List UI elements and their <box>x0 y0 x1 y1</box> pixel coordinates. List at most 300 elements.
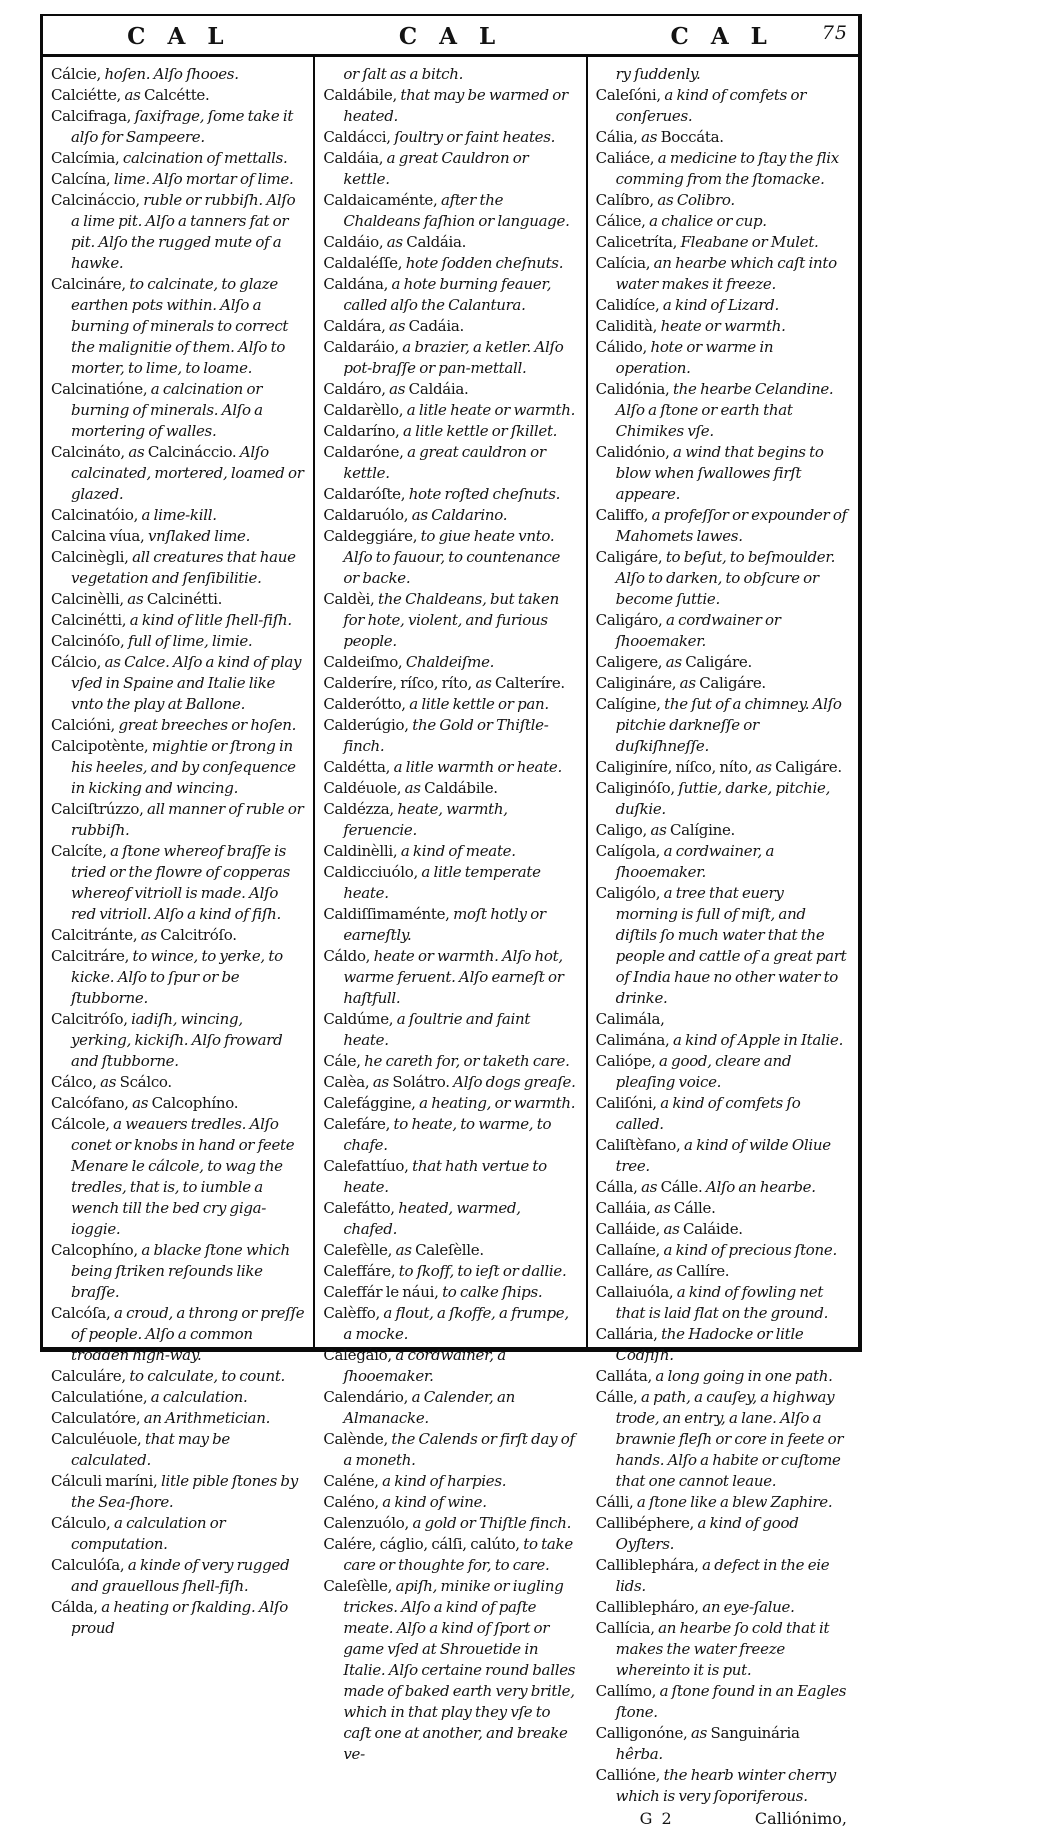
entry-headword: Calícia, <box>595 254 654 272</box>
dictionary-entry <box>596 337 849 379</box>
entry-definition: as Colibro. <box>657 191 735 209</box>
dictionary-entry <box>596 442 849 505</box>
entry-definition: heated, warmed, chafed. <box>343 1199 521 1238</box>
entry-definition: a cordwainer or ſhooemaker. <box>615 611 781 650</box>
entry-definition: a kind of wine. <box>382 1493 487 1511</box>
dictionary-entry <box>51 1513 304 1555</box>
cross-reference: Sanguinária <box>710 1724 800 1742</box>
dictionary-entry <box>596 1282 849 1324</box>
entry-definition: as Caldarino. <box>411 506 508 524</box>
cross-reference: Boccáta. <box>660 128 724 146</box>
dictionary-entry <box>596 85 849 127</box>
entry-definition: to heate, to warme, to chafe. <box>343 1115 552 1154</box>
dictionary-entry <box>323 841 576 862</box>
dictionary-entry <box>51 148 304 169</box>
cross-reference: Solátro. <box>392 1073 450 1091</box>
entry-headword: Calcina víua, <box>51 527 148 545</box>
entry-headword: Calèa, <box>323 1073 373 1091</box>
entry-headword: Caliſtèfano, <box>595 1136 684 1154</box>
entry-definition: hote roſted cheſnuts. <box>408 485 561 503</box>
entry-definition: as Calcináccio. Alſo calcinated, mortered, loamed or glazed. <box>71 443 304 503</box>
entry-headword: Caléne, <box>323 1472 383 1490</box>
dictionary-entry <box>323 1093 576 1114</box>
dictionary-entry <box>323 1240 576 1261</box>
dictionary-entry <box>323 673 576 694</box>
dictionary-entry <box>323 757 576 778</box>
entry-headword: Calcíte, <box>51 842 111 860</box>
entry-headword: Calèffo, <box>323 1304 384 1322</box>
entry-definition: hoſen. Alſo ſhooes. <box>104 65 239 83</box>
dictionary-entry <box>323 799 576 841</box>
dictionary-entry <box>596 694 849 757</box>
dictionary-entry <box>323 421 576 442</box>
entry-definition: a brazier, a ketler. Alſo pot-braſſe or pan-mettall. <box>343 338 564 377</box>
dictionary-entry <box>51 1429 304 1471</box>
entry-definition: a litle heate or warmth. <box>406 401 576 419</box>
entry-headword: Calcinétti, <box>51 611 130 629</box>
dictionary-entry <box>51 925 304 946</box>
entry-definition: a kind of comfets ſo called. <box>615 1094 801 1133</box>
entry-definition: a kind of meate. <box>400 842 516 860</box>
entry-definition: Fleabane or Mulet. <box>680 233 819 251</box>
entry-definition: a ſtone whereof braſſe is tried or the flowre of copperas whereof vitrioll is made. Alſo red vitrioll. Alſo a kind of fiſh. <box>71 842 290 923</box>
entry-definition: that may be warmed or heated. <box>343 86 568 125</box>
dictionary-entry <box>596 757 849 778</box>
entry-definition: a cordwainer, a ſhooemaker. <box>615 842 775 881</box>
dictionary-entry <box>51 1387 304 1408</box>
dictionary-entry <box>596 316 849 337</box>
entry-headword: Calidità, <box>595 317 661 335</box>
entry-headword: Calcinatióne, <box>51 380 151 398</box>
entry-definition: a ſtone found in an Eagles ſtone. <box>615 1682 847 1721</box>
dictionary-entry <box>51 274 304 379</box>
entry-definition: as Callíre. <box>656 1262 730 1280</box>
entry-definition: a kind of Apple in Italie. <box>672 1031 844 1049</box>
entry-headword: Calcímia, <box>51 149 123 167</box>
entry-definition: as Caldáia. <box>386 233 467 251</box>
dictionary-entry <box>596 1261 849 1282</box>
entry-headword: Calidónio, <box>595 443 674 461</box>
entry-definition: a kind of precious ſtone. <box>663 1241 837 1259</box>
entry-headword: Calegáio, <box>323 1346 396 1364</box>
cross-reference: Callíre. <box>676 1262 730 1280</box>
entry-definition: all manner of ruble or rubbiſh. <box>71 800 304 839</box>
entry-definition: calcination of mettalls. <box>122 149 288 167</box>
dictionary-entry <box>596 1177 849 1198</box>
cross-reference: Calcétte. <box>143 86 210 104</box>
entry-definition: a kind of good Oyſters. <box>615 1514 799 1553</box>
entry-headword: Calefáre, <box>323 1115 394 1133</box>
dictionary-entry <box>323 1114 576 1156</box>
entry-headword: Calcóſa, <box>51 1304 114 1322</box>
dictionary-entry <box>323 778 576 799</box>
entry-definition: as Scálco. <box>100 1073 172 1091</box>
entry-headword: Calcinatóio, <box>51 506 142 524</box>
entry-definition: as Cálle. Alſo an hearbe. <box>641 1178 816 1196</box>
entry-headword: Calderótto, <box>323 695 410 713</box>
entry-headword: Caldáro, <box>323 380 390 398</box>
dictionary-entry <box>51 547 304 589</box>
entry-definition: a great Cauldron or kettle. <box>343 149 529 188</box>
entry-headword: Calcifraga, <box>51 107 135 125</box>
dictionary-entry <box>596 232 849 253</box>
dictionary-entry <box>323 1387 576 1429</box>
entry-definition: mightie or ſtrong in his heeles, and by conſequence in kicking and wincing. <box>71 737 296 797</box>
dictionary-entry <box>596 1723 849 1765</box>
cross-reference: Caláide. <box>682 1220 743 1238</box>
entry-definition: a long going in one path. <box>655 1367 833 1385</box>
page-header <box>43 16 858 57</box>
entry-definition: a medicine to ſtay the flix comming from the ſtomacke. <box>615 149 839 188</box>
entry-definition: a ſoultrie and faint heate. <box>343 1010 531 1049</box>
entry-headword: Caleffár le náui, <box>323 1283 443 1301</box>
entry-headword: Calligonóne, <box>595 1724 691 1742</box>
dictionary-entry <box>596 295 849 316</box>
dictionary-entry <box>51 1240 304 1303</box>
entry-headword: Caldaráio, <box>323 338 403 356</box>
entry-definition: a kind of harpies. <box>382 1472 507 1490</box>
entry-headword: Calére, cáglio, cálſi, calúto, <box>323 1535 524 1553</box>
dictionary-entry <box>51 1555 304 1597</box>
entry-headword: Calidíce, <box>595 296 663 314</box>
entry-definition: a chalice or cup. <box>649 212 767 230</box>
entry-headword: Callária, <box>595 1325 662 1343</box>
entry-definition: a hote burning feauer, called alſo the Calantura. <box>343 275 552 314</box>
entry-headword: Callaiuóla, <box>595 1283 677 1301</box>
dictionary-entry <box>323 1198 576 1240</box>
dictionary-entry <box>51 1366 304 1387</box>
dictionary-entry <box>323 946 576 1009</box>
entry-definition: a litle kettle or pan. <box>409 695 549 713</box>
entry-definition: apiſh, minike or iugling trickes. Alſo a kind of paſte meate. Alſo a kind of ſport or game vſed at Shrouetide in Italie. Alſo certaine round balles made of baked earth very britle, which in that play they vſe to caſt one at another, and breake ve- <box>343 1577 576 1763</box>
dictionary-entry <box>596 253 849 295</box>
gathering-signature: G 2 <box>639 1809 674 1828</box>
entry-headword: Calcófano, <box>51 1094 133 1112</box>
text-columns <box>43 57 858 1828</box>
entry-definition: as Calcinétti. <box>127 590 223 608</box>
entry-headword: Caldára, <box>323 317 390 335</box>
dictionary-entry <box>51 85 304 106</box>
entry-definition: ruble or rubbiſh. Alſo a lime pit. Alſo a tanners fat or pit. Alſo the rugged mute of a hawke. <box>71 191 296 272</box>
entry-definition: as Solátro. Alſo dogs greaſe. <box>372 1073 576 1091</box>
entry-definition: as Calteríre. <box>475 674 565 692</box>
entry-definition: as Caligáre. <box>679 674 766 692</box>
dictionary-entry <box>596 1324 849 1366</box>
entry-definition: a lime-kill. <box>141 506 217 524</box>
entry-headword: Caléno, <box>323 1493 383 1511</box>
dictionary-entry <box>596 1492 849 1513</box>
dictionary-entry <box>323 1282 576 1303</box>
entry-definition: a cordwainer, a ſhooemaker. <box>343 1346 506 1385</box>
entry-definition: a wind that begins to blow when ſwallowes firſt appeare. <box>615 443 824 503</box>
dictionary-entry <box>596 1240 849 1261</box>
entry-definition: heate or warmth. <box>660 317 786 335</box>
entry-definition: the Chaldeans, but taken for hote, violent, and furious people. <box>343 590 559 650</box>
dictionary-entry <box>596 1198 849 1219</box>
dictionary-entry <box>51 1072 304 1093</box>
entry-headword: Callímo, <box>595 1682 660 1700</box>
entry-headword: Calliblepháro, <box>595 1598 703 1616</box>
dictionary-entry <box>323 127 576 148</box>
entry-definition: an eye-ſalue. <box>702 1598 795 1616</box>
dictionary-entry <box>596 190 849 211</box>
running-title-right: C A L <box>670 22 774 50</box>
dictionary-entry <box>596 1030 849 1051</box>
entry-headword: Caldáia, <box>323 149 387 167</box>
dictionary-entry <box>323 400 576 421</box>
entry-definition: the Hadocke or litle Codfiſh. <box>615 1325 804 1364</box>
entry-definition: an hearbe ſo cold that it makes the water freeze whereinto it is put. <box>615 1619 830 1679</box>
entry-headword: Calculáre, <box>51 1367 130 1385</box>
dictionary-entry <box>323 1009 576 1051</box>
entry-definition: he careth for, or taketh care. <box>364 1052 570 1070</box>
entry-headword: Callícia, <box>595 1619 659 1637</box>
entry-headword: Calcinèlli, <box>51 590 128 608</box>
entry-headword: Calidónia, <box>595 380 673 398</box>
dictionary-entry <box>596 127 849 148</box>
entry-definition: a croud, a throng or preſſe of people. Alſo a common trodden high-way. <box>71 1304 305 1364</box>
entry-headword: Calciſtrúzzo, <box>51 800 147 818</box>
entry-headword: Caldaruólo, <box>323 506 412 524</box>
entry-definition: as Calce. Alſo a kind of play vſed in Spaine and Italie like vnto the play at Ballone. <box>71 653 302 713</box>
cross-reference: Caldáia. <box>408 380 469 398</box>
entry-definition: the Calends or firſt day of a moneth. <box>343 1430 575 1469</box>
dictionary-entry <box>323 1345 576 1387</box>
entry-definition: to calculate, to count. <box>129 1367 286 1385</box>
entry-definition: full of lime, limie. <box>127 632 253 650</box>
entry-definition: a path, a cauſey, a highway trode, an entry, a lane. Alſo a brawnie fleſh or core in feete or hands. Alſo a habite or cuſtome that one cannot leaue. <box>615 1388 844 1490</box>
cross-reference: Calteríre. <box>494 674 565 692</box>
dictionary-entry <box>596 652 849 673</box>
entry-definition: heate or warmth. Alſo hot, warme feruent. Alſo earneſt or haſtfull. <box>343 947 564 1007</box>
entry-headword: Callibéphere, <box>595 1514 698 1532</box>
entry-definition: the hearb winter cherry which is very ſoporiferous. <box>615 1766 836 1805</box>
dictionary-entry <box>596 1387 849 1492</box>
entry-headword: Cálculo, <box>51 1514 114 1532</box>
cross-reference: Cálle. <box>660 1178 703 1196</box>
entry-headword: Cálculi maríni, <box>51 1472 161 1490</box>
dictionary-entry <box>323 904 576 946</box>
cross-reference: Calcináccio. <box>147 443 237 461</box>
entry-headword: Caldétta, <box>323 758 394 776</box>
entry-definition: a profeſſor or expounder of Mahomets lawes. <box>615 506 847 545</box>
dictionary-entry <box>596 1555 849 1597</box>
dictionary-entry <box>51 64 304 85</box>
entry-headword: Callióne, <box>595 1766 664 1784</box>
dictionary-entry <box>51 1597 304 1639</box>
dictionary-entry <box>596 1366 849 1387</box>
entry-definition: a kind of Lizard. <box>662 296 779 314</box>
entry-headword: Calefággine, <box>323 1094 420 1112</box>
dictionary-entry <box>323 1492 576 1513</box>
entry-headword: Calcináccio, <box>51 191 144 209</box>
running-title-center: C A L <box>398 22 503 50</box>
entry-headword: Calènde, <box>323 1430 392 1448</box>
entry-headword: Calláre, <box>595 1262 657 1280</box>
dictionary-entry <box>596 1618 849 1681</box>
dictionary-entry <box>51 1009 304 1072</box>
entry-headword: Cálice, <box>595 212 650 230</box>
cross-reference: Caligáre. <box>775 758 842 776</box>
entry-definition: lime. Alſo mortar of lime. <box>113 170 294 188</box>
dictionary-entry <box>51 190 304 274</box>
entry-headword: Caldána, <box>323 275 392 293</box>
dictionary-entry <box>596 1765 849 1807</box>
entry-headword: Caldiſſimaménte, <box>323 905 454 923</box>
dictionary-entry <box>323 1072 576 1093</box>
entry-headword: Caldaróne, <box>323 443 408 461</box>
entry-headword: Caliginíre, níſco, níto, <box>595 758 756 776</box>
entry-definition: as Calcitróſo. <box>140 926 237 944</box>
entry-definition: the ſut of a chimney. Alſo pitchie darkneſſe or duſkiſhneſſe. <box>615 695 842 755</box>
dictionary-entry <box>323 316 576 337</box>
dictionary-entry <box>51 631 304 652</box>
entry-definition: as Caleſèlle. <box>395 1241 484 1259</box>
entry-definition: moſt hotly or earneſtly. <box>343 905 546 944</box>
entry-definition: to wince, to yerke, to kicke. Alſo to ſpur or be ſtubborne. <box>71 947 283 1007</box>
entry-headword: Calenzuólo, <box>323 1514 413 1532</box>
page-foot-row <box>596 1809 849 1828</box>
entry-definition: a gold or Thiſtle finch. <box>412 1514 572 1532</box>
entry-definition: a good, cleare and pleaſing voice. <box>615 1052 792 1091</box>
dictionary-entry <box>323 1534 576 1576</box>
entry-definition: a heating or ſkalding. Alſo proud <box>71 1598 288 1637</box>
dictionary-entry <box>51 1114 304 1240</box>
entry-headword: Caldeggiáre, <box>323 527 421 545</box>
dictionary-entry <box>323 505 576 526</box>
entry-headword: Cálla, <box>595 1178 642 1196</box>
cross-reference: Caldábile. <box>424 779 498 797</box>
dictionary-entry <box>51 652 304 715</box>
entry-headword: Caldácci, <box>323 128 395 146</box>
entry-headword: Calígola, <box>595 842 664 860</box>
entry-definition: a litle kettle or ſkillet. <box>403 422 558 440</box>
dictionary-entry <box>596 211 849 232</box>
entry-headword: Calendário, <box>323 1388 412 1406</box>
entry-definition: a kind of comfets or conſerues. <box>615 86 807 125</box>
entry-headword: Calcitróſo, <box>51 1010 132 1028</box>
dictionary-entry <box>323 1051 576 1072</box>
entry-definition: a kind of litle ſhell-fiſh. <box>129 611 292 629</box>
dictionary-entry <box>596 673 849 694</box>
entry-definition: the Gold or Thiſtle-finch. <box>343 716 549 755</box>
dictionary-entry <box>596 1219 849 1240</box>
entry-headword: Caldaríno, <box>323 422 403 440</box>
entry-definition: a great cauldron or kettle. <box>343 443 546 482</box>
dictionary-entry <box>323 64 576 85</box>
dictionary-entry <box>51 1093 304 1114</box>
dictionary-entry <box>596 547 849 610</box>
dictionary-entry <box>51 946 304 1009</box>
entry-headword: Calderíre, ríſco, ríto, <box>323 674 476 692</box>
entry-headword: Cálcole, <box>51 1115 114 1133</box>
entry-headword: Calefèlle, <box>323 1241 396 1259</box>
dictionary-entry <box>51 799 304 841</box>
dictionary-entry <box>596 1513 849 1555</box>
entry-definition: hote or warme in operation. <box>615 338 774 377</box>
dictionary-entry <box>323 484 576 505</box>
entry-headword: Cálda, <box>51 1598 102 1616</box>
dictionary-entry <box>51 841 304 925</box>
entry-headword: Caldarèllo, <box>323 401 407 419</box>
entry-definition: after the Chaldeans faſhion or language. <box>343 191 570 230</box>
dictionary-entry <box>596 64 849 85</box>
entry-headword: Calcipotènte, <box>51 737 152 755</box>
entry-headword: Calláia, <box>595 1199 655 1217</box>
dictionary-entry <box>323 526 576 589</box>
column-2 <box>313 57 585 1763</box>
dictionary-entry <box>51 589 304 610</box>
entry-definition: an hearbe which caſt into water makes it freeze. <box>615 254 837 293</box>
entry-headword: Caldèi, <box>323 590 378 608</box>
entry-definition: heate, warmth, feruencie. <box>343 800 508 839</box>
entry-definition: to calcinate, to glaze earthen pots within. Alſo a burning of minerals to correct the malignitie of them. Alſo to morter, to lime, to loame. <box>71 275 289 377</box>
dictionary-entry <box>596 820 849 841</box>
entry-headword: Calcináto, <box>51 443 129 461</box>
cross-reference: Calígine. <box>669 821 735 839</box>
entry-definition: a calculation. <box>150 1388 248 1406</box>
cross-reference: Calcinétti. <box>146 590 223 608</box>
entry-headword: Caldeiſmo, <box>323 653 406 671</box>
entry-headword: Calliblephára, <box>595 1556 703 1574</box>
entry-headword: Cálli, <box>595 1493 637 1511</box>
entry-headword: Caleſèlle, <box>323 1577 396 1595</box>
dictionary-entry <box>51 715 304 736</box>
entry-definition: that may be calculated. <box>71 1430 231 1469</box>
entry-definition: a kind of fowling net that is laid flat on the ground. <box>615 1283 829 1322</box>
entry-headword: Calderúgio, <box>323 716 413 734</box>
entry-definition: a calculation or computation. <box>71 1514 226 1553</box>
dictionary-entry <box>51 736 304 799</box>
entry-definition: as Caligáre. <box>665 653 752 671</box>
entry-headword: Cálcie, <box>51 65 105 83</box>
entry-definition: ry ſuddenly. <box>615 65 701 83</box>
entry-headword: Caldézza, <box>323 800 398 818</box>
entry-definition: to ſkoff, to ieſt or dallie. <box>398 1262 567 1280</box>
entry-headword: Cále, <box>323 1052 365 1070</box>
entry-headword: Caldúme, <box>323 1010 397 1028</box>
entry-headword: Caligináre, <box>595 674 680 692</box>
entry-definition: a kind of wilde Oliue tree. <box>615 1136 831 1175</box>
entry-headword: Calimána, <box>595 1031 673 1049</box>
dictionary-entry <box>323 253 576 274</box>
entry-definition: a tree that euery morning is full of miſt, and diſtils ſo much water that the people and cattle of a great part of India haue no other water to drinke. <box>615 884 847 1007</box>
entry-definition: to giue heate vnto. Alſo to fauour, to countenance or backe. <box>343 527 561 587</box>
dictionary-entry <box>596 883 849 1009</box>
entry-definition: as Calígine. <box>650 821 735 839</box>
dictionary-entry <box>323 274 576 316</box>
entry-definition: all creatures that haue vegetation and ſenſibilitie. <box>71 548 296 587</box>
running-title-left: C A L <box>127 22 231 50</box>
cross-reference: Caleſèlle. <box>415 1241 484 1259</box>
dictionary-entry <box>323 1303 576 1345</box>
dictionary-entry <box>323 190 576 232</box>
dictionary-entry <box>323 1429 576 1471</box>
dictionary-entry <box>596 505 849 547</box>
dictionary-entry <box>323 1156 576 1198</box>
dictionary-entry <box>51 169 304 190</box>
entry-definition: a litle warmth or heate. <box>393 758 562 776</box>
dictionary-entry <box>596 778 849 820</box>
dictionary-entry <box>51 1471 304 1513</box>
cross-reference: Cadáia. <box>408 317 464 335</box>
dictionary-entry <box>51 505 304 526</box>
dictionary-entry <box>323 337 576 379</box>
entry-headword: Caleſóni, <box>595 86 665 104</box>
column-3 <box>586 57 858 1828</box>
dictionary-entry <box>323 1576 576 1765</box>
entry-definition: iadiſh, wincing, yerking, kickiſh. Alſo froward and ſtubborne. <box>71 1010 283 1070</box>
